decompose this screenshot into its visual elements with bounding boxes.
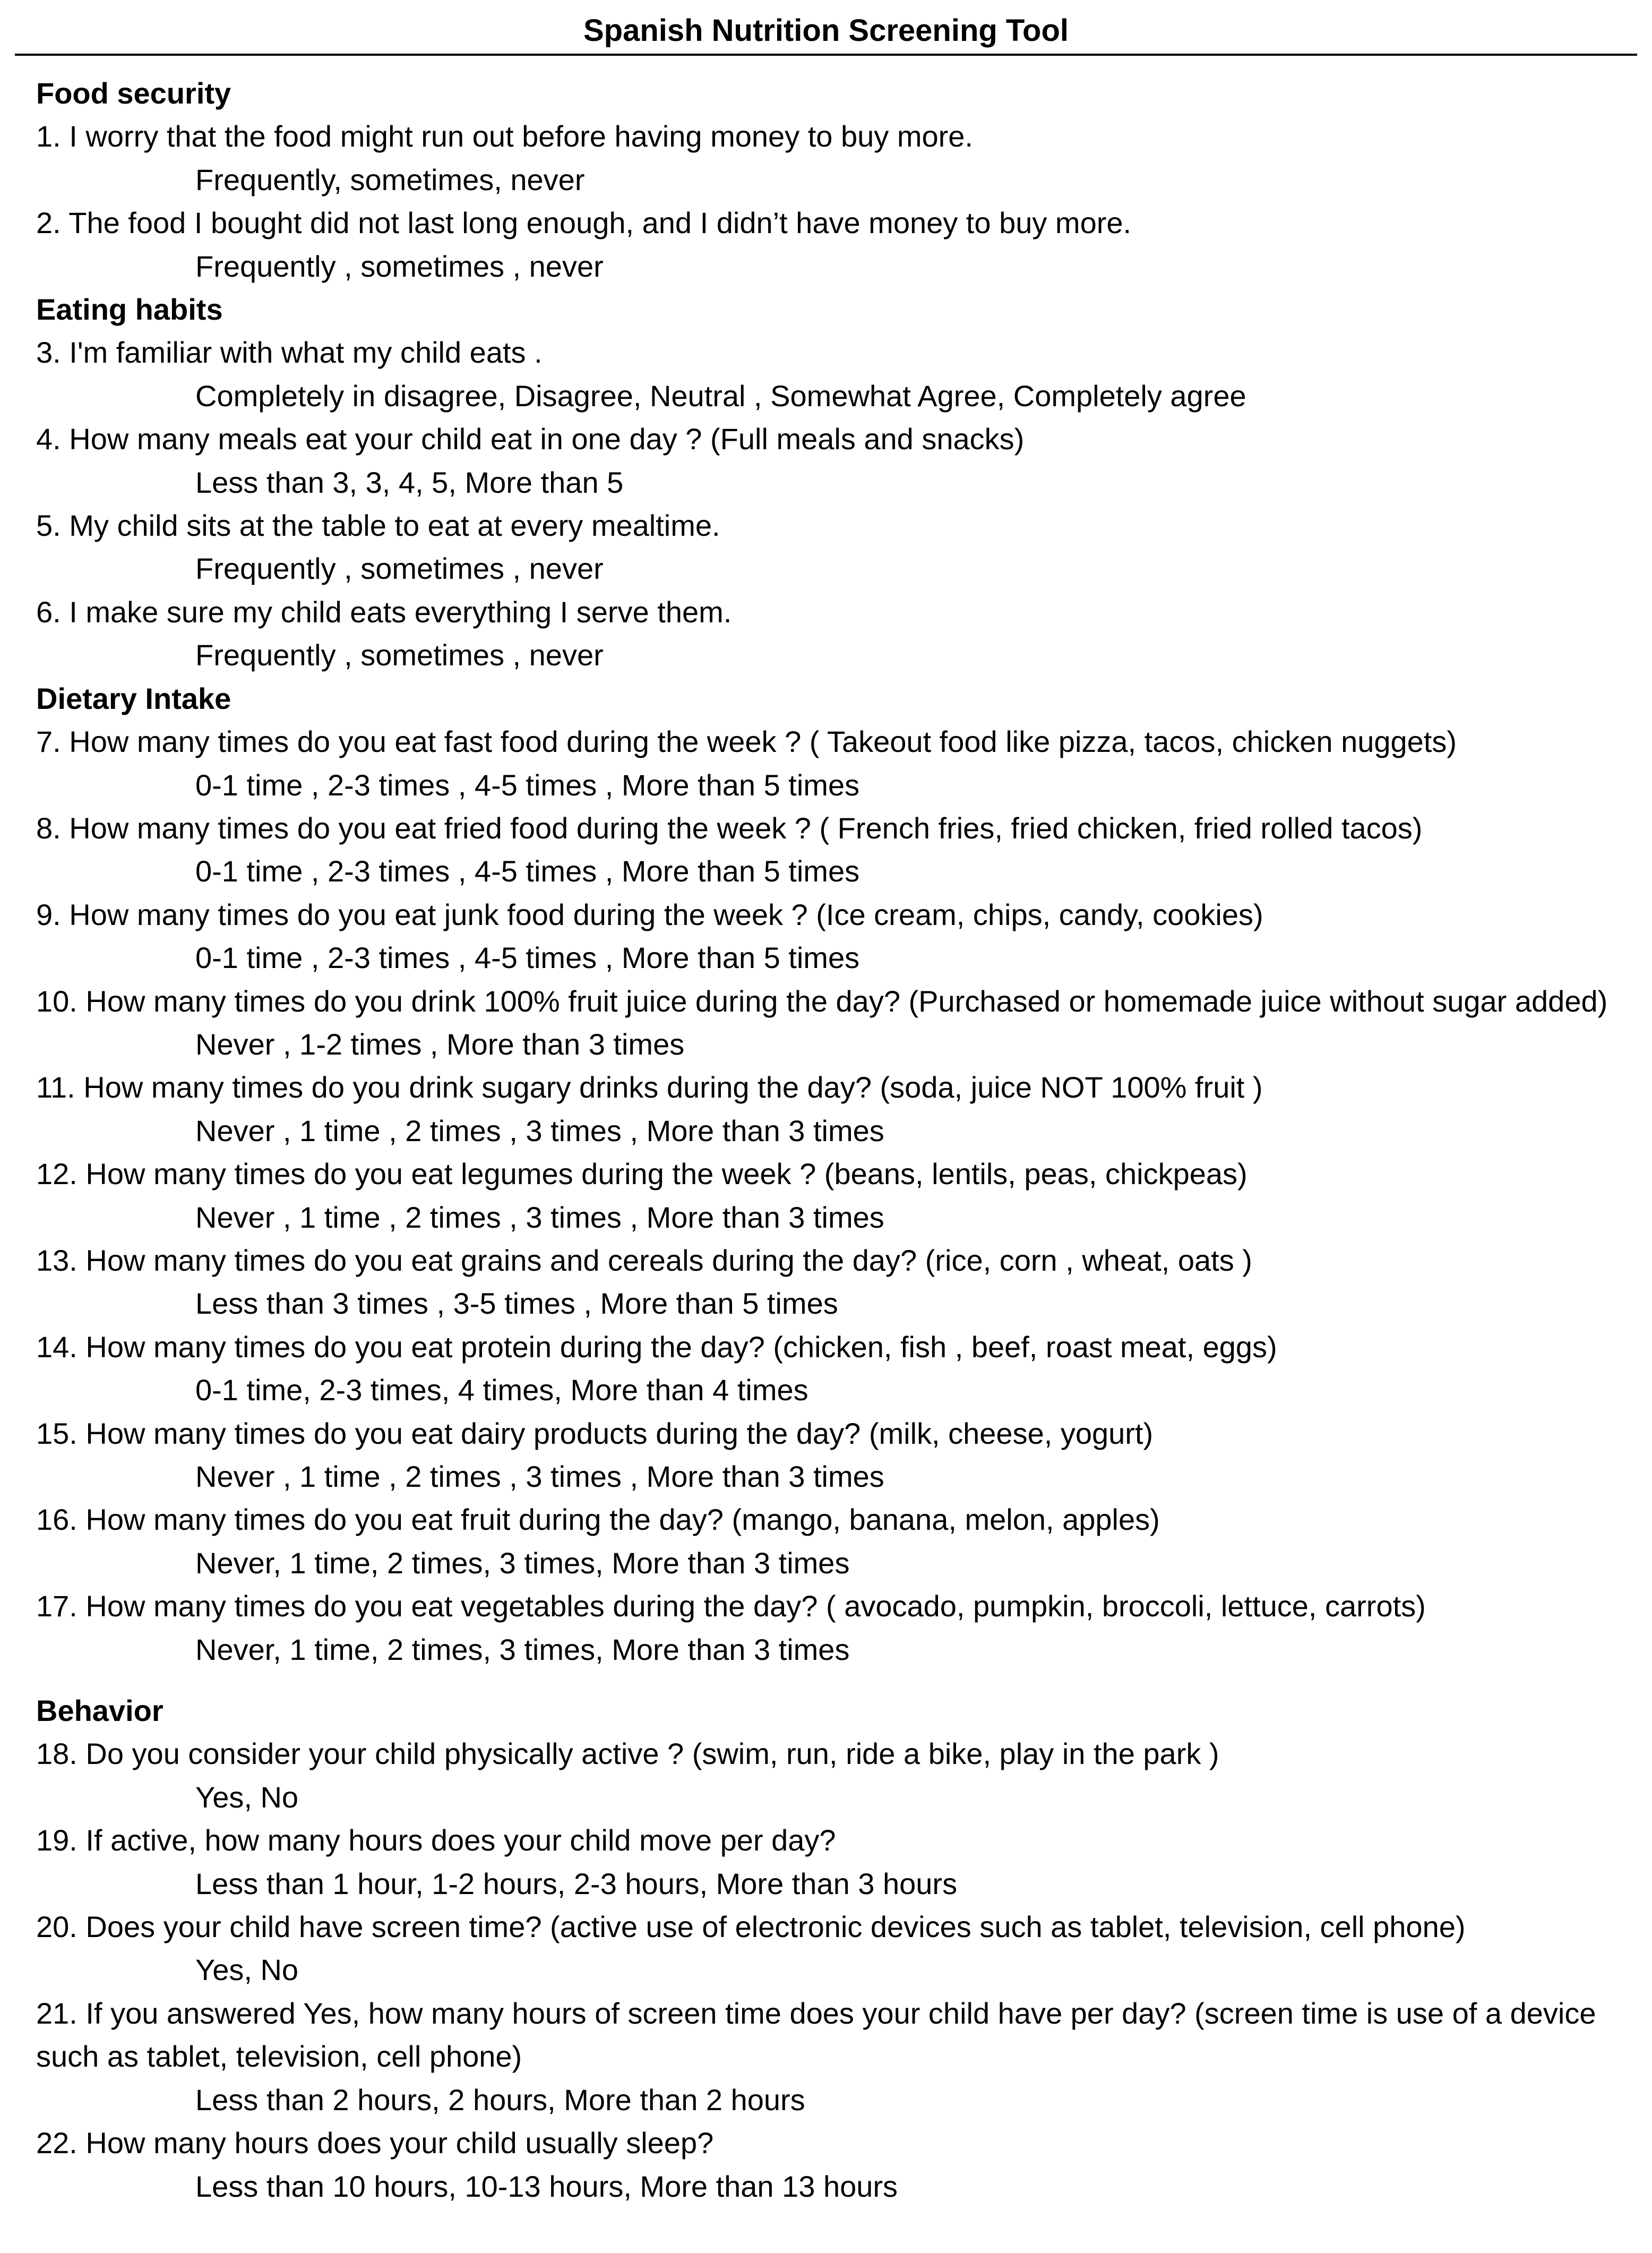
question-21: 21. If you answered Yes, how many hours of screen time does your child have per day? (screen time is use of a device such as tablet, television, cell phone) [36, 1996, 1596, 2074]
question-20: 20. Does your child have screen time? (active use of electronic devices such as tablet, television, cell phone) [36, 1910, 1466, 1944]
answer-options-7: 0-1 time , 2-3 times , 4-5 times , More than 5 times [195, 768, 860, 802]
page-title: Spanish Nutrition Screening Tool [583, 13, 1069, 48]
question-5: 5. My child sits at the table to eat at every mealtime. [36, 509, 720, 543]
question-7: 7. How many times do you eat fast food during the week ? ( Takeout food like pizza, tacos, chicken nuggets) [36, 725, 1457, 759]
section-spacer [36, 1671, 1623, 1689]
answer-options-3: Completely in disagree, Disagree, Neutral , Somewhat Agree, Completely agree [195, 379, 1246, 413]
title-divider [15, 54, 1637, 56]
answer-options-18: Yes, No [195, 1780, 299, 1814]
question-22: 22. How many hours does your child usually sleep? [36, 2126, 714, 2160]
question-1: 1. I worry that the food might run out before having money to buy more. [36, 119, 973, 153]
answer-options-16: Never, 1 time, 2 times, 3 times, More than 3 times [195, 1546, 850, 1580]
answer-options-6: Frequently , sometimes , never [195, 638, 604, 672]
question-9: 9. How many times do you eat junk food during the week ? (Ice cream, chips, candy, cookies) [36, 897, 1263, 931]
questionnaire-body [36, 72, 1623, 2208]
question-16: 16. How many times do you eat fruit during the day? (mango, banana, melon, apples) [36, 1503, 1160, 1537]
question-13: 13. How many times do you eat grains and cereals during the day? (rice, corn , wheat, oats ) [36, 1243, 1252, 1277]
answer-options-20: Yes, No [195, 1953, 299, 1987]
question-17: 17. How many times do you eat vegetables during the day? ( avocado, pumpkin, broccoli, lettuce, carrots) [36, 1589, 1426, 1623]
question-2: 2. The food I bought did not last long enough, and I didn’t have money to buy more. [36, 206, 1132, 240]
question-8: 8. How many times do you eat fried food during the week ? ( French fries, fried chicken, fried rolled tacos) [36, 811, 1423, 845]
question-18: 18. Do you consider your child physically active ? (swim, run, ride a bike, play in the park ) [36, 1737, 1219, 1771]
answer-options-12: Never , 1 time , 2 times , 3 times , More than 3 times [195, 1200, 884, 1234]
answer-options-2: Frequently , sometimes , never [195, 249, 604, 283]
section-heading-behavior: Behavior [36, 1694, 164, 1728]
answer-options-9: 0-1 time , 2-3 times , 4-5 times , More than 5 times [195, 941, 860, 975]
section-heading-eating-habits: Eating habits [36, 293, 223, 327]
answer-options-13: Less than 3 times , 3-5 times , More than 5 times [195, 1287, 838, 1321]
answer-options-15: Never , 1 time , 2 times , 3 times , More than 3 times [195, 1460, 884, 1493]
question-6: 6. I make sure my child eats everything I serve them. [36, 595, 732, 629]
question-4: 4. How many meals eat your child eat in one day ? (Full meals and snacks) [36, 422, 1025, 456]
question-3: 3. I'm familiar with what my child eats . [36, 336, 543, 370]
answer-options-4: Less than 3, 3, 4, 5, More than 5 [195, 465, 624, 499]
answer-options-21: Less than 2 hours, 2 hours, More than 2 hours [195, 2083, 805, 2117]
answer-options-19: Less than 1 hour, 1-2 hours, 2-3 hours, More than 3 hours [195, 1866, 958, 1900]
question-11: 11. How many times do you drink sugary drinks during the day? (soda, juice NOT 100% fruit ) [36, 1070, 1263, 1104]
question-19: 19. If active, how many hours does your child move per day? [36, 1823, 836, 1857]
question-14: 14. How many times do you eat protein during the day? (chicken, fish , beef, roast meat, eggs) [36, 1330, 1277, 1364]
answer-options-22: Less than 10 hours, 10-13 hours, More than 13 hours [195, 2169, 898, 2203]
question-10: 10. How many times do you drink 100% fruit juice during the day? (Purchased or homemade juice without sugar added) [36, 984, 1608, 1018]
answer-options-14: 0-1 time, 2-3 times, 4 times, More than 4 times [195, 1373, 808, 1407]
section-heading-food-security: Food security [36, 76, 231, 110]
answer-options-8: 0-1 time , 2-3 times , 4-5 times , More than 5 times [195, 854, 860, 888]
answer-options-17: Never, 1 time, 2 times, 3 times, More than 3 times [195, 1632, 850, 1666]
section-heading-dietary-intake: Dietary Intake [36, 681, 231, 715]
question-12: 12. How many times do you eat legumes during the week ? (beans, lentils, peas, chickpeas) [36, 1157, 1247, 1191]
question-15: 15. How many times do you eat dairy products during the day? (milk, cheese, yogurt) [36, 1416, 1154, 1450]
answer-options-11: Never , 1 time , 2 times , 3 times , More than 3 times [195, 1113, 884, 1147]
answer-options-10: Never , 1-2 times , More than 3 times [195, 1027, 685, 1061]
answer-options-5: Frequently , sometimes , never [195, 552, 604, 586]
answer-options-1: Frequently, sometimes, never [195, 162, 585, 196]
